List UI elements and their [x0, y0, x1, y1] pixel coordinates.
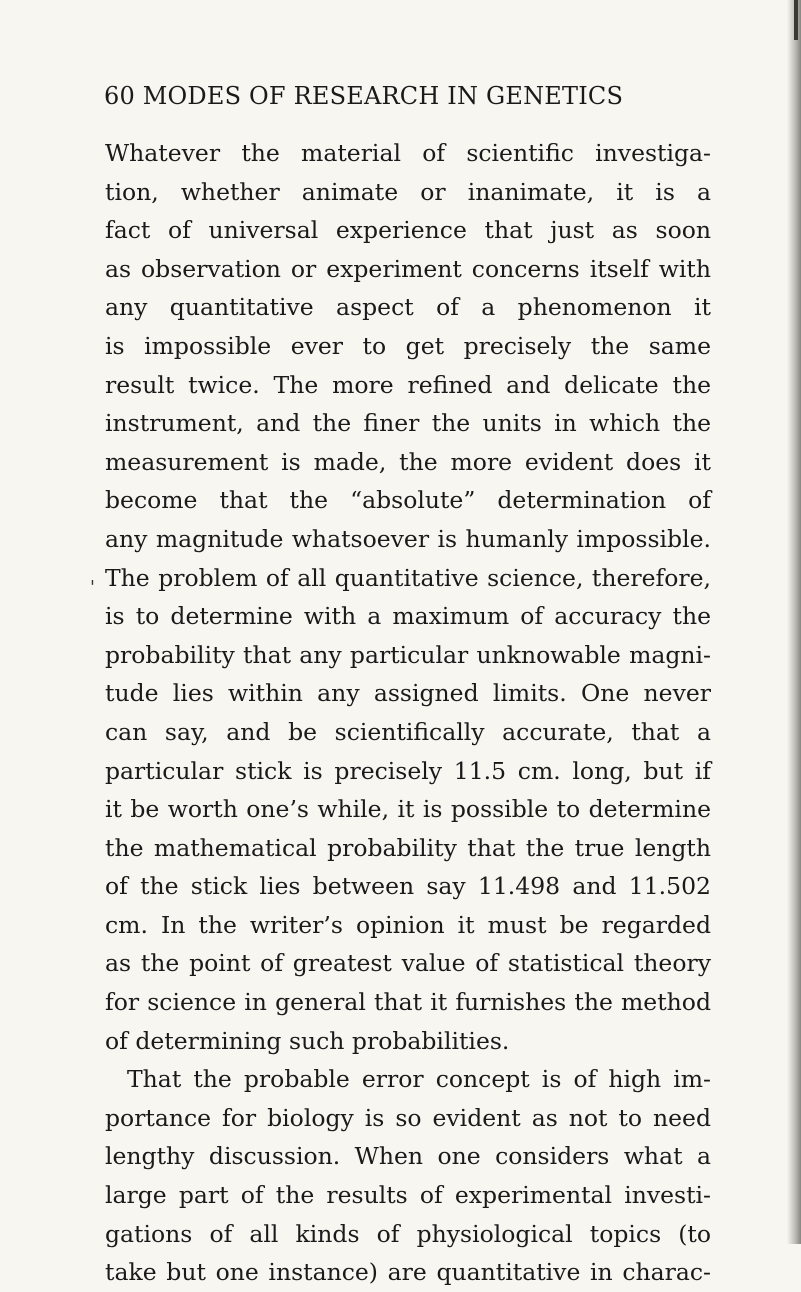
text-line: probability that any particular unknowable magni- — [105, 640, 711, 669]
text-line: lengthy discussion. When one considers what a — [105, 1142, 711, 1171]
text-line: That the probable error concept is of high im- — [127, 1065, 711, 1094]
running-head: 60 MODES OF RESEARCH IN GENETICS — [104, 82, 624, 110]
text-line: cm. In the writer’s opinion it must be regarded — [105, 910, 711, 939]
text-line: measurement is made, the more evident does it — [105, 447, 711, 476]
paragraph-2 — [105, 1060, 711, 1292]
text-line: of the stick lies between say 11.498 and 11.502 — [105, 872, 711, 901]
text-line: Whatever the material of scientific investiga- — [105, 139, 711, 167]
text-line: of determining such probabilities. — [105, 1026, 510, 1055]
text-line: can say, and be scientifically accurate, that a — [105, 717, 711, 746]
text-line: become that the “absolute” determination of — [105, 486, 711, 515]
text-line: fact of universal experience that just as soon — [105, 216, 711, 245]
text-line: large part of the results of experimental investi- — [105, 1181, 711, 1210]
text-line: as the point of greatest value of statistical theory — [105, 949, 711, 978]
page-edge-mark — [794, 0, 798, 40]
text-line: portance for biology is so evident as not to need — [105, 1103, 711, 1132]
text-line: it be worth one’s while, it is possible to determine — [105, 795, 711, 824]
text-line: result twice. The more refined and delicate the — [105, 370, 711, 399]
text-line: any quantitative aspect of a phenomenon it — [105, 293, 711, 322]
text-line: gations of all kinds of physiological topics (to — [105, 1219, 711, 1248]
text-line: the mathematical probability that the true length — [105, 833, 711, 862]
text-line: instrument, and the finer the units in which the — [105, 409, 711, 438]
text-line: take but one instance) are quantitative in charac- — [105, 1258, 711, 1287]
paragraph-1 — [105, 134, 711, 1060]
text-line: The problem of all quantitative science, therefore, — [105, 563, 711, 592]
text-line: is impossible ever to get precisely the same — [105, 331, 711, 360]
text-line: tude lies within any assigned limits. One never — [105, 679, 711, 708]
text-line: tion, whether animate or inanimate, it is a — [105, 177, 711, 206]
text-line: for science in general that it furnishes the method — [105, 988, 711, 1017]
text-line: as observation or experiment concerns itself with — [105, 254, 711, 283]
text-line: any magnitude whatsoever is humanly impossible. — [105, 524, 711, 553]
text-line: particular stick is precisely 11.5 cm. long, but if — [105, 756, 711, 785]
page-edge-shadow — [787, 0, 801, 1244]
margin-mark: ' — [90, 577, 95, 598]
body-text — [105, 134, 711, 1292]
text-line: is to determine with a maximum of accuracy the — [105, 602, 711, 631]
